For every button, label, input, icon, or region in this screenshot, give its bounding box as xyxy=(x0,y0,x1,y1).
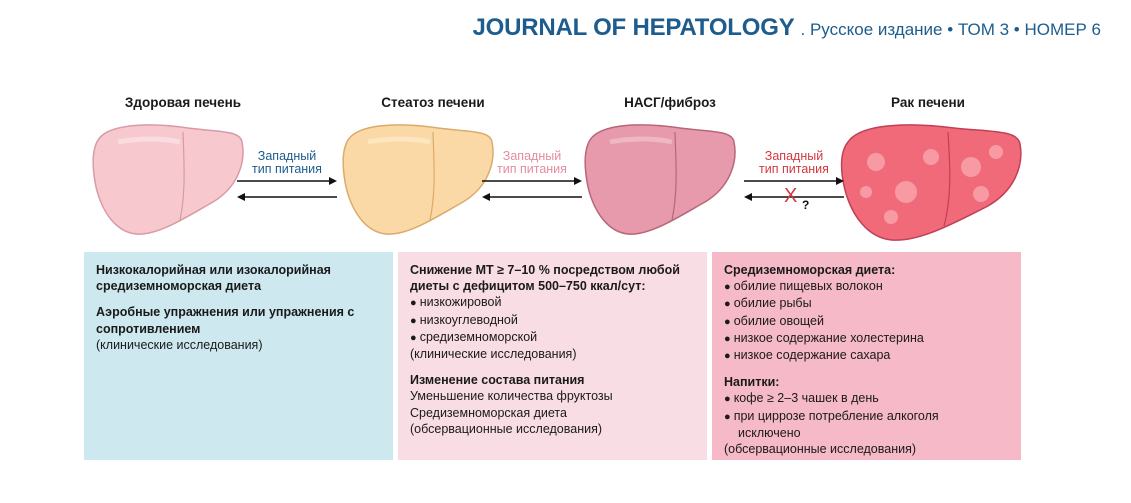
box3-drink-item-continued: исключено xyxy=(738,425,801,440)
box2-title2: Изменение состава питания xyxy=(410,373,585,388)
box1-subtitle: Аэробные упражнения или упражнения с сопротивлением xyxy=(96,305,355,336)
journal-title: JOURNAL OF HEPATOLOGY xyxy=(472,14,795,41)
stage-label-steatosis: Стеатоз печени xyxy=(381,95,485,110)
stage-label-cancer: Рак печени xyxy=(891,95,965,110)
box2-item: ● средиземноморской xyxy=(410,329,695,346)
box1-title: Низкокалорийная или изокалорийная средиземноморская диета xyxy=(96,263,331,294)
box3-item: ● обилие пищевых волокон xyxy=(724,278,1009,295)
arrow-label-1 xyxy=(237,150,337,176)
box2-note1: (клинические исследования) xyxy=(410,347,577,362)
box2-item: ● низкоуглеводной xyxy=(410,312,695,329)
box3-drink-item: ● при циррозе потребление алкоголя xyxy=(724,408,1009,425)
backward-arrow-1 xyxy=(237,192,337,202)
cancer-liver-image xyxy=(836,112,1026,247)
forward-arrow-1 xyxy=(237,176,337,186)
box2-line1: Уменьшение количества фруктозы xyxy=(410,389,613,404)
box3-item: ● обилие овощей xyxy=(724,313,1009,330)
arrow-group-1 xyxy=(237,150,337,210)
forward-arrow-2 xyxy=(482,176,582,186)
arrow-label-2 xyxy=(482,150,582,176)
arrow-group-3 xyxy=(744,150,844,214)
box3-item: ● обилие рыбы xyxy=(724,295,1009,312)
arrow-label-3 xyxy=(744,150,844,176)
question-mark: ? xyxy=(802,198,810,212)
box3-title2: Напитки: xyxy=(724,375,780,390)
box3-note: (обсервационные исследования) xyxy=(724,442,917,457)
box2-line2: Средиземноморская диета xyxy=(410,405,567,420)
box3-drink-item: ● кофе ≥ 2–3 чашек в день xyxy=(724,390,1009,407)
box3-item: ● низкое содержание холестерина xyxy=(724,330,1009,347)
arrow-label-2-line1: Западный xyxy=(502,149,562,163)
recommendation-box-nash xyxy=(712,252,1021,460)
backward-arrow-2 xyxy=(482,192,582,202)
box3-title: Средиземноморская диета: xyxy=(724,263,896,277)
blocked-x-mark: X xyxy=(784,185,798,207)
arrow-label-1-line2: тип питания xyxy=(252,162,322,176)
recommendation-box-steatosis xyxy=(398,252,707,460)
arrow-label-3-line2: тип питания xyxy=(759,162,829,176)
healthy-liver-image xyxy=(88,112,248,242)
box1-note: (клинические исследования) xyxy=(96,337,263,352)
stage-label-nash: НАСГ/фиброз xyxy=(624,95,716,110)
box2-note2: (обсервационные исследования) xyxy=(410,421,603,436)
journal-header xyxy=(472,14,1101,42)
stage-label-healthy: Здоровая печень xyxy=(124,95,242,110)
box2-item: ● низкожировой xyxy=(410,294,695,311)
box3-item: ● низкое содержание сахара xyxy=(724,347,1009,364)
arrow-group-2 xyxy=(482,150,582,210)
steatosis-liver-image xyxy=(338,112,498,242)
arrow-label-3-line1: Западный xyxy=(764,149,824,163)
recommendation-box-healthy xyxy=(84,252,393,460)
arrow-label-2-line2: тип питания xyxy=(497,162,567,176)
nash-liver-image xyxy=(580,112,740,242)
box2-title: Снижение МТ ≥ 7–10 % посредством любой диеты с дефицитом 500–750 ккал/сут: xyxy=(410,263,680,294)
journal-edition: . Русское издание • ТОМ 3 • НОМЕР 6 xyxy=(800,20,1101,39)
arrow-label-1-line1: Западный xyxy=(257,149,317,163)
